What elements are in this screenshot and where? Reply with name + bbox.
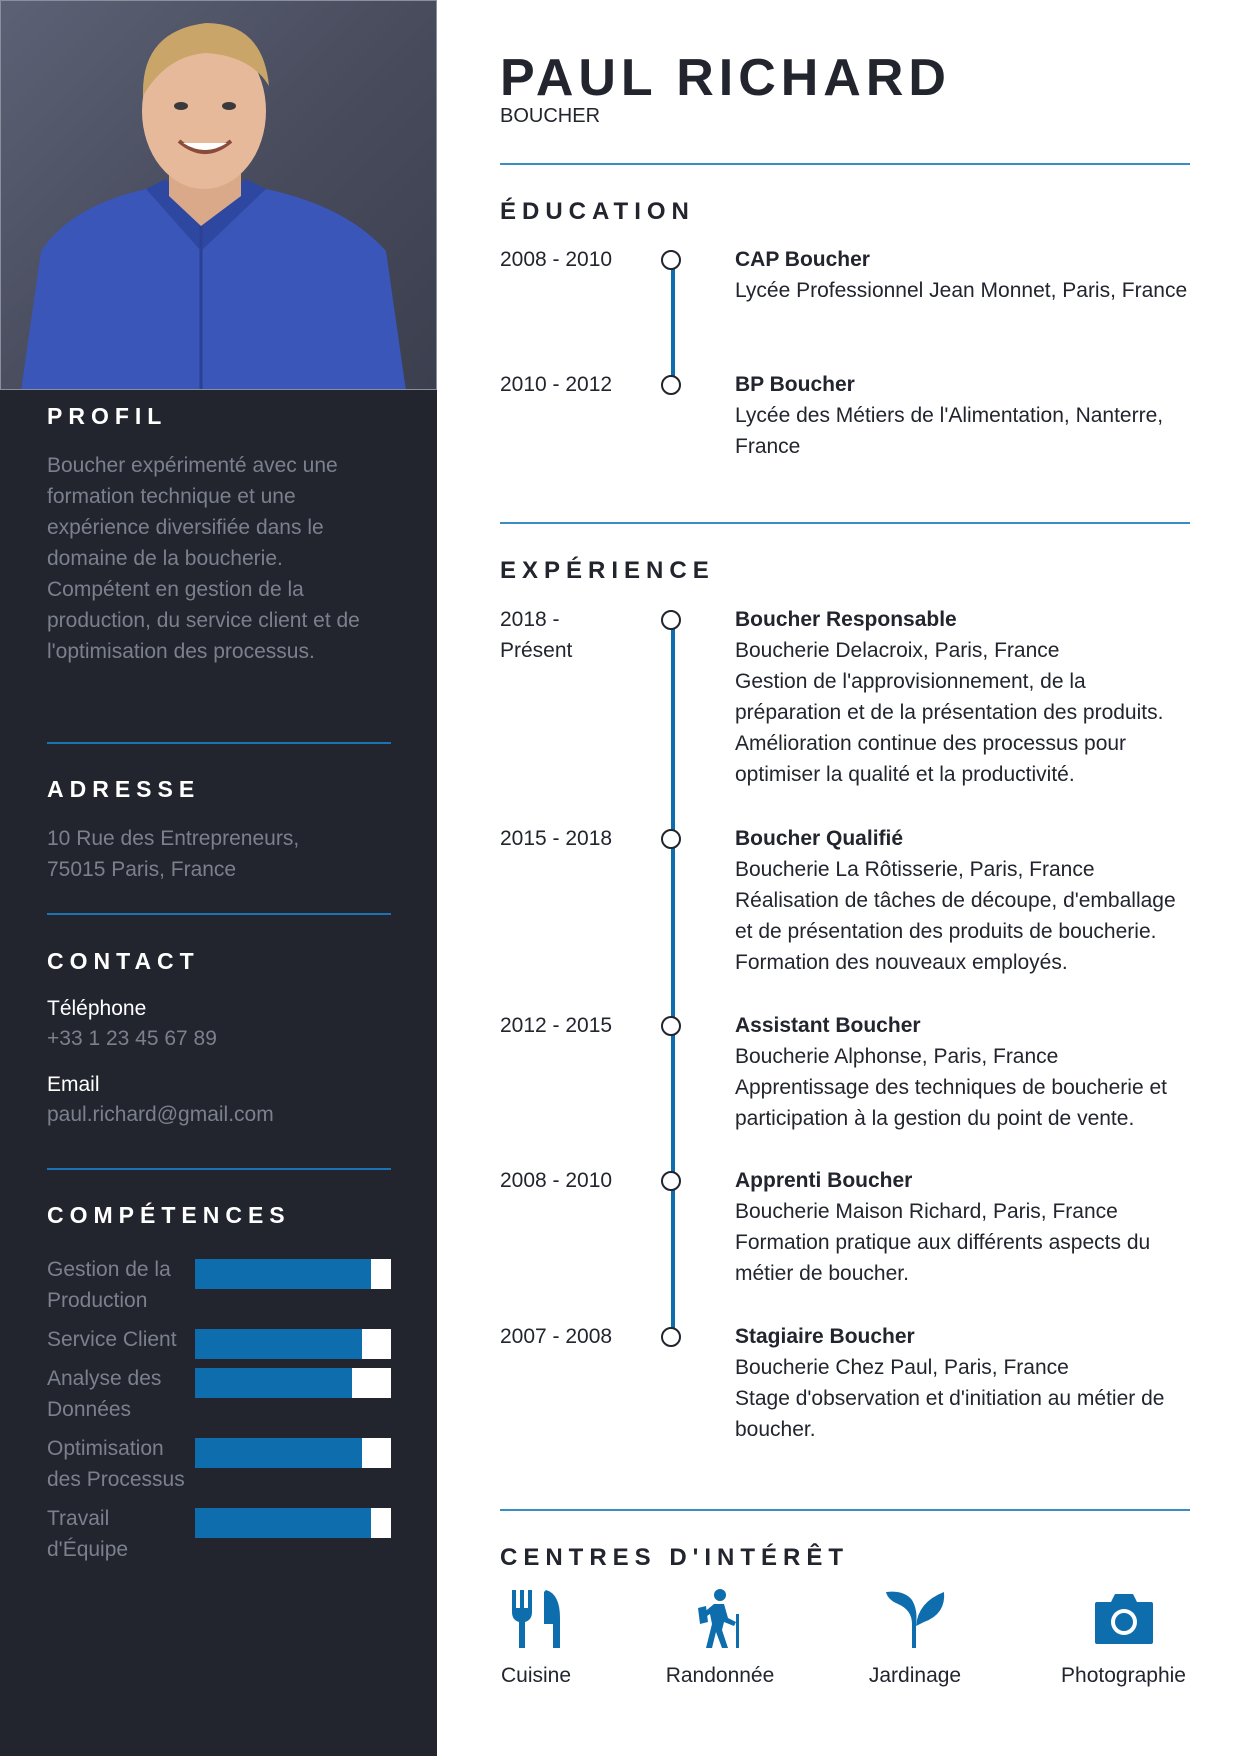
entry-subtitle: Boucherie Alphonse, Paris, France: [735, 1045, 1059, 1068]
skill-label: Gestion de la Production: [47, 1258, 171, 1312]
divider: [500, 522, 1190, 524]
profile-text: Boucher expérimenté avec une formation technique et une expérience diversifiée dans le domaine de la boucherie. Compétent en gestion de la production, du service client et de l'optimisation des processus.: [47, 454, 360, 663]
camera-icon: [1093, 1588, 1155, 1650]
cutlery-icon: [506, 1588, 566, 1650]
interest-label: Cuisine: [500, 1664, 572, 1687]
email-value[interactable]: paul.richard@gmail.com: [47, 1103, 274, 1126]
skill-row: [47, 1324, 391, 1363]
address-section: [47, 776, 391, 885]
interest-label: Jardinage: [868, 1664, 962, 1687]
entry-subtitle: Lycée des Métiers de l'Alimentation, Nanterre, France: [735, 404, 1164, 458]
portrait-illustration: [1, 1, 437, 390]
timeline-dot: [661, 1016, 681, 1036]
candidate-name: PAUL RICHARD: [500, 49, 951, 107]
interest-item: [1057, 1588, 1190, 1688]
education-timeline-line: [671, 260, 675, 385]
interest-label: Randonnée: [665, 1664, 775, 1687]
entry-date: 2008 - 2010: [500, 1169, 613, 1192]
entry-description: Formation pratique aux différents aspects du métier de boucher.: [735, 1231, 1151, 1285]
divider: [47, 913, 391, 915]
email-label: Email: [47, 1073, 100, 1096]
entry-subtitle: Boucherie Chez Paul, Paris, France: [735, 1356, 1069, 1379]
job-title: BOUCHER: [500, 105, 601, 127]
entry-date: 2010 - 2012: [500, 373, 613, 396]
entry-heading: Boucher Responsable: [735, 608, 957, 631]
skill-bar: [195, 1508, 391, 1538]
entry-date: 2012 - 2015: [500, 1014, 613, 1037]
hiking-icon: [690, 1588, 750, 1650]
sprout-icon: [884, 1588, 946, 1650]
entry-heading: Stagiaire Boucher: [735, 1325, 915, 1348]
entry-heading: Boucher Qualifié: [735, 827, 904, 850]
interests-list: [500, 1588, 1190, 1708]
contact-section: [47, 948, 391, 1127]
skill-label: Travail d'Équipe: [47, 1507, 129, 1561]
profile-photo: [0, 0, 437, 390]
skill-label: Optimisation des Processus: [47, 1437, 185, 1491]
entry-heading: BP Boucher: [735, 373, 855, 396]
profile-section: [47, 403, 391, 667]
skill-level-fill: [195, 1508, 371, 1538]
address-line-2: 75015 Paris, France: [47, 858, 237, 881]
timeline-dot: [661, 829, 681, 849]
skill-level-fill: [195, 1329, 362, 1359]
entry-subtitle: Boucherie Delacroix, Paris, France: [735, 639, 1060, 662]
interest-item: [500, 1588, 572, 1688]
address-title: ADRESSE: [47, 776, 201, 802]
address-line-1: 10 Rue des Entrepreneurs,: [47, 827, 300, 850]
skill-row: [47, 1254, 391, 1324]
entry-subtitle: Lycée Professionnel Jean Monnet, Paris, France: [735, 279, 1188, 302]
entry-description: Stage d'observation et d'initiation au métier de boucher.: [735, 1387, 1165, 1441]
skill-bar: [195, 1438, 391, 1468]
skill-bar: [195, 1368, 391, 1398]
interest-item: [664, 1588, 776, 1688]
timeline-dot: [661, 610, 681, 630]
entry-date: 2015 - 2018: [500, 827, 613, 850]
skills-list: [47, 1254, 391, 1573]
divider: [47, 742, 391, 744]
timeline-dot: [661, 250, 681, 270]
skill-row: [47, 1433, 391, 1503]
experience-timeline-line: [671, 620, 675, 1335]
phone-value[interactable]: +33 1 23 45 67 89: [47, 1027, 217, 1050]
phone-label: Téléphone: [47, 997, 147, 1020]
entry-date: 2018 - Présent: [500, 608, 573, 662]
timeline-dot: [661, 375, 681, 395]
skill-row: [47, 1363, 391, 1433]
timeline-dot: [661, 1171, 681, 1191]
skill-level-fill: [195, 1438, 362, 1468]
entry-description: Réalisation de tâches de découpe, d'emballage et de présentation des produits de boucherie. Formation des nouveaux employés.: [735, 889, 1176, 974]
entry-description: Apprentissage des techniques de boucherie et participation à la gestion du point de vente.: [735, 1076, 1167, 1130]
interest-label: Photographie: [1061, 1664, 1186, 1687]
skill-level-fill: [195, 1368, 352, 1398]
interest-item: [865, 1588, 965, 1688]
skill-label: Service Client: [47, 1328, 177, 1351]
timeline-dot: [661, 1327, 681, 1347]
experience-title: EXPÉRIENCE: [500, 557, 715, 584]
education-title: ÉDUCATION: [500, 198, 695, 225]
divider: [47, 1168, 391, 1170]
entry-description: Gestion de l'approvisionnement, de la préparation et de la présentation des produits. Amélioration continue des processus pour optimiser la qualité et la productivité.: [735, 670, 1164, 786]
divider: [500, 1509, 1190, 1511]
skills-title-wrap: [47, 1202, 391, 1229]
skills-title: COMPÉTENCES: [47, 1202, 291, 1228]
interests-title: CENTRES D'INTÉRÊT: [500, 1544, 850, 1571]
skill-row: [47, 1503, 391, 1573]
entry-subtitle: Boucherie La Rôtisserie, Paris, France: [735, 858, 1095, 881]
entry-subtitle: Boucherie Maison Richard, Paris, France: [735, 1200, 1118, 1223]
skill-label: Analyse des Données: [47, 1367, 162, 1421]
skill-bar: [195, 1259, 391, 1289]
contact-title: CONTACT: [47, 948, 200, 974]
divider: [500, 163, 1190, 165]
entry-heading: CAP Boucher: [735, 248, 870, 271]
skill-bar: [195, 1329, 391, 1359]
entry-heading: Assistant Boucher: [735, 1014, 921, 1037]
skill-level-fill: [195, 1259, 371, 1289]
entry-date: 2008 - 2010: [500, 248, 613, 271]
entry-date: 2007 - 2008: [500, 1325, 613, 1348]
entry-heading: Apprenti Boucher: [735, 1169, 913, 1192]
profile-title: PROFIL: [47, 403, 168, 429]
sidebar: [0, 0, 437, 1756]
